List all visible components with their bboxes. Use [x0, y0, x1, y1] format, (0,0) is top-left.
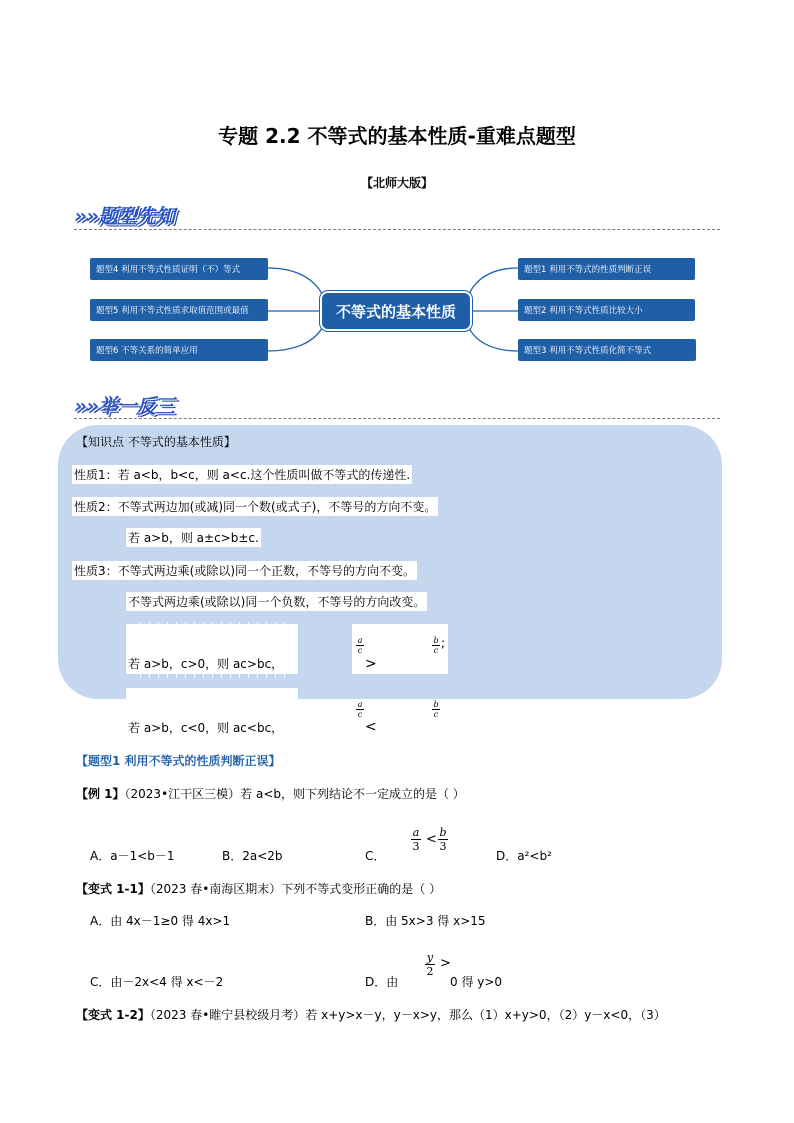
- mindmap-node-type6: 题型6 不等关系的简单应用: [90, 339, 268, 361]
- option-c-fraction-a: a 3: [412, 826, 420, 853]
- option-d: D．a²<b²: [496, 849, 552, 863]
- fraction-a-over-c-2: a c: [357, 700, 363, 719]
- fraction-b-over-c-2: b c: [433, 700, 439, 719]
- example-1-label: 【例 1】: [76, 787, 125, 801]
- banner-practice: »»举一反三: [74, 394, 174, 418]
- property-3-negative: 不等式两边乘(或除以)同一个负数，不等号的方向改变。: [126, 592, 427, 611]
- variant-1-1-text: （2023 春•南海区期末）下列不等式变形正确的是（ ）: [149, 882, 442, 896]
- property-1: 性质1：若 a<b，b<c，则 a<c.这个性质叫做不等式的传递性.: [72, 465, 412, 484]
- formula-stripes-2: [140, 688, 293, 707]
- option-b: B．2a<2b: [222, 849, 283, 863]
- edition-label: 【北师大版】: [360, 176, 433, 190]
- knowledge-heading: 【知识点 不等式的基本性质】: [76, 435, 236, 449]
- option-c-sign: <: [426, 832, 437, 847]
- property-3: 性质3：不等式两边乘(或除以)同一个正数，不等号的方向不变。: [72, 561, 417, 580]
- variant-1-1-option-b: B．由 5x>3 得 x>15: [365, 914, 486, 928]
- mindmap-node-type2: 题型2 利用不等式性质比较大小: [518, 299, 695, 321]
- banner-question-types: »»题型先知: [74, 204, 174, 228]
- property-3-pos-example: 若 a>b，c>0，则 ac>bc，: [128, 657, 284, 671]
- greater-sign: >: [365, 656, 377, 672]
- section-title-type1: 【题型1 利用不等式的性质判断正误】: [76, 754, 281, 768]
- mindmap-node-type1: 题型1 利用不等式的性质判断正误: [518, 258, 695, 280]
- option-a: A．a－1<b－1: [90, 849, 175, 863]
- variant-1-2-label: 【变式 1-2】: [76, 1008, 150, 1022]
- example-1: [76, 785, 465, 802]
- variant-1-1-option-a: A．由 4x－1≥0 得 4x>1: [90, 914, 231, 928]
- variant-1-1: [76, 880, 441, 897]
- example-1-text: （2023•江干区三模）若 a<b，则下列结论不一定成立的是（ ）: [124, 787, 465, 801]
- page-title: 专题 2.2 不等式的基本性质-重难点题型: [218, 124, 576, 148]
- option-c-fraction-b: b 3: [439, 826, 447, 853]
- mindmap-center: 不等式的基本性质: [320, 291, 472, 331]
- variant-1-2: [76, 1006, 666, 1023]
- fraction-b-over-c: b c: [433, 636, 439, 655]
- formula-stripes: [140, 622, 293, 682]
- divider: [74, 418, 720, 419]
- semicolon: ;: [441, 636, 446, 650]
- property-3-neg-example: 若 a>b，c<0，则 ac<bc，: [128, 721, 284, 735]
- property-2: 性质2：不等式两边加(或减)同一个数(或式子)，不等号的方向不变。: [72, 497, 438, 516]
- option-c: C．: [365, 849, 386, 863]
- less-sign: <: [365, 719, 377, 735]
- property-2-formula: 若 a>b，则 a±c>b±c.: [126, 528, 261, 547]
- variant-1-1-fraction: y 2: [426, 951, 434, 978]
- divider: [74, 229, 720, 230]
- mindmap-node-type3: 题型3 利用不等式性质化简不等式: [518, 339, 696, 361]
- variant-1-1-tail: 0 得 y>0: [450, 975, 503, 989]
- variant-1-1-sign: >: [440, 956, 451, 971]
- mindmap-node-type5: 题型5 利用不等式性质求取值范围或最值: [90, 299, 268, 321]
- variant-1-1-option-c: C．由－2x<4 得 x<－2: [90, 975, 224, 989]
- fraction-a-over-c: a c: [357, 636, 363, 655]
- mindmap-node-type4: 题型4 利用不等式性质证明（不）等式: [90, 258, 268, 280]
- variant-1-2-text: （2023 春•睢宁县校级月考）若 x+y>x－y，y－x>y，那么（1）x+y>0，（2）y－x<0，（3）: [149, 1008, 666, 1022]
- variant-1-1-label: 【变式 1-1】: [76, 882, 150, 896]
- variant-1-1-option-d: D．由: [365, 975, 399, 989]
